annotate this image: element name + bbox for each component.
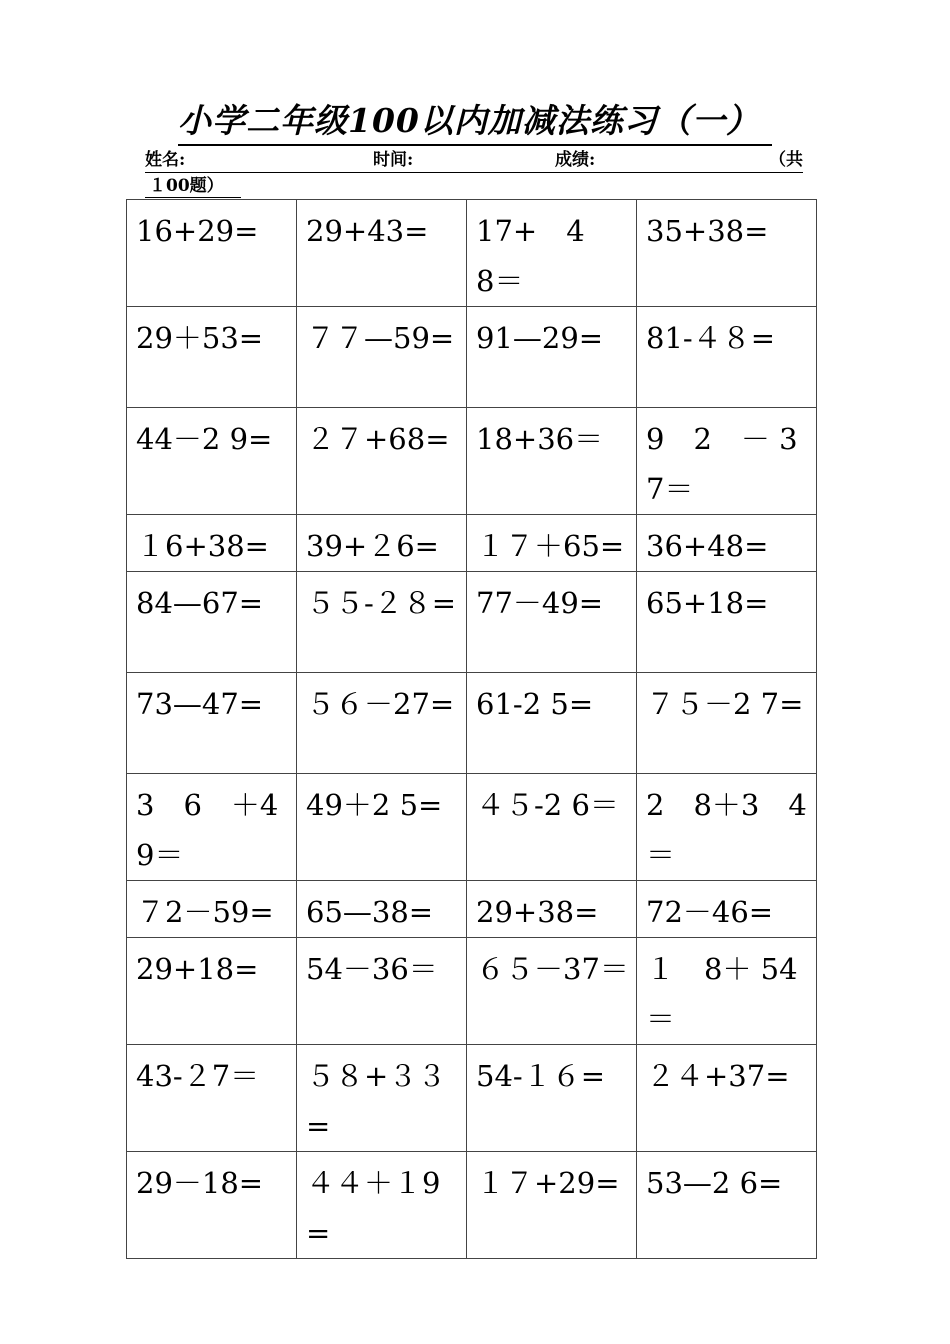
- name-label: 姓名:: [145, 150, 186, 170]
- problem-cell: 35+38=: [637, 200, 817, 307]
- table-row: [127, 408, 817, 515]
- problem-cell: 65—38=: [297, 881, 467, 938]
- problem-cell: 9 2 － 37＝: [637, 408, 817, 515]
- question-count-continuation: １00题）: [145, 174, 241, 198]
- problem-cell: 81-４８=: [637, 307, 817, 408]
- problem-cell: 77－49=: [467, 572, 637, 673]
- problem-cell: 54-１６=: [467, 1045, 637, 1152]
- problem-cell: ５８+３３=: [297, 1045, 467, 1152]
- table-row: [127, 673, 817, 774]
- table-row: [127, 938, 817, 1045]
- problem-cell: 49＋2 5=: [297, 774, 467, 881]
- problem-cell: 61-2 5=: [467, 673, 637, 774]
- score-label: 成绩:: [555, 150, 596, 170]
- problem-cell: １ 8＋ 54＝: [637, 938, 817, 1045]
- problem-cell: ７７—59=: [297, 307, 467, 408]
- problem-cell: １７＋65=: [467, 515, 637, 572]
- problem-cell: 29＋53=: [127, 307, 297, 408]
- problem-cell: 17+ 4 8＝: [467, 200, 637, 307]
- problem-cell: 72－46=: [637, 881, 817, 938]
- problem-cell: ５５-２８=: [297, 572, 467, 673]
- table-row: [127, 515, 817, 572]
- problem-cell: ６５－37＝: [467, 938, 637, 1045]
- table-row: [127, 307, 817, 408]
- problem-cell: １6+38=: [127, 515, 297, 572]
- problem-cell: 16+29=: [127, 200, 297, 307]
- problem-cell: 29－18=: [127, 1152, 297, 1259]
- table-row: [127, 1152, 817, 1259]
- problem-cell: ７５－2 7=: [637, 673, 817, 774]
- problem-cell: ２７+68=: [297, 408, 467, 515]
- table-row: [127, 881, 817, 938]
- problem-cell: 36+48=: [637, 515, 817, 572]
- problem-cell: 53—2 6=: [637, 1152, 817, 1259]
- problem-cell: 29+38=: [467, 881, 637, 938]
- problem-cell: 2 8＋3 4＝: [637, 774, 817, 881]
- problem-cell: 44－2 9=: [127, 408, 297, 515]
- problem-cell: 91—29=: [467, 307, 637, 408]
- problem-cell: ７2－59=: [127, 881, 297, 938]
- info-line: [145, 148, 803, 173]
- problem-cell: 73—47=: [127, 673, 297, 774]
- problem-cell: 29+18=: [127, 938, 297, 1045]
- table-row: [127, 1045, 817, 1152]
- table-row: [127, 572, 817, 673]
- problem-cell: ４５-2 6＝: [467, 774, 637, 881]
- problem-cell: 3 6 ＋49＝: [127, 774, 297, 881]
- problem-cell: 18+36＝: [467, 408, 637, 515]
- table-row: [127, 200, 817, 307]
- problem-table: [126, 199, 817, 1259]
- question-count-label: （共: [769, 150, 803, 170]
- table-row: [127, 774, 817, 881]
- problem-cell: ２４+37=: [637, 1045, 817, 1152]
- problem-cell: 84—67=: [127, 572, 297, 673]
- problem-cell: 43-２7＝: [127, 1045, 297, 1152]
- problem-cell: ４４＋１9=: [297, 1152, 467, 1259]
- problem-cell: 29+43=: [297, 200, 467, 307]
- problem-cell: 39+２6=: [297, 515, 467, 572]
- problem-cell: 54－36＝: [297, 938, 467, 1045]
- time-label: 时间:: [373, 150, 414, 170]
- page-title: 小学二年级100以内加减法练习（一）: [178, 100, 772, 146]
- problem-cell: １７+29=: [467, 1152, 637, 1259]
- problem-cell: 65+18=: [637, 572, 817, 673]
- problem-cell: ５６－27=: [297, 673, 467, 774]
